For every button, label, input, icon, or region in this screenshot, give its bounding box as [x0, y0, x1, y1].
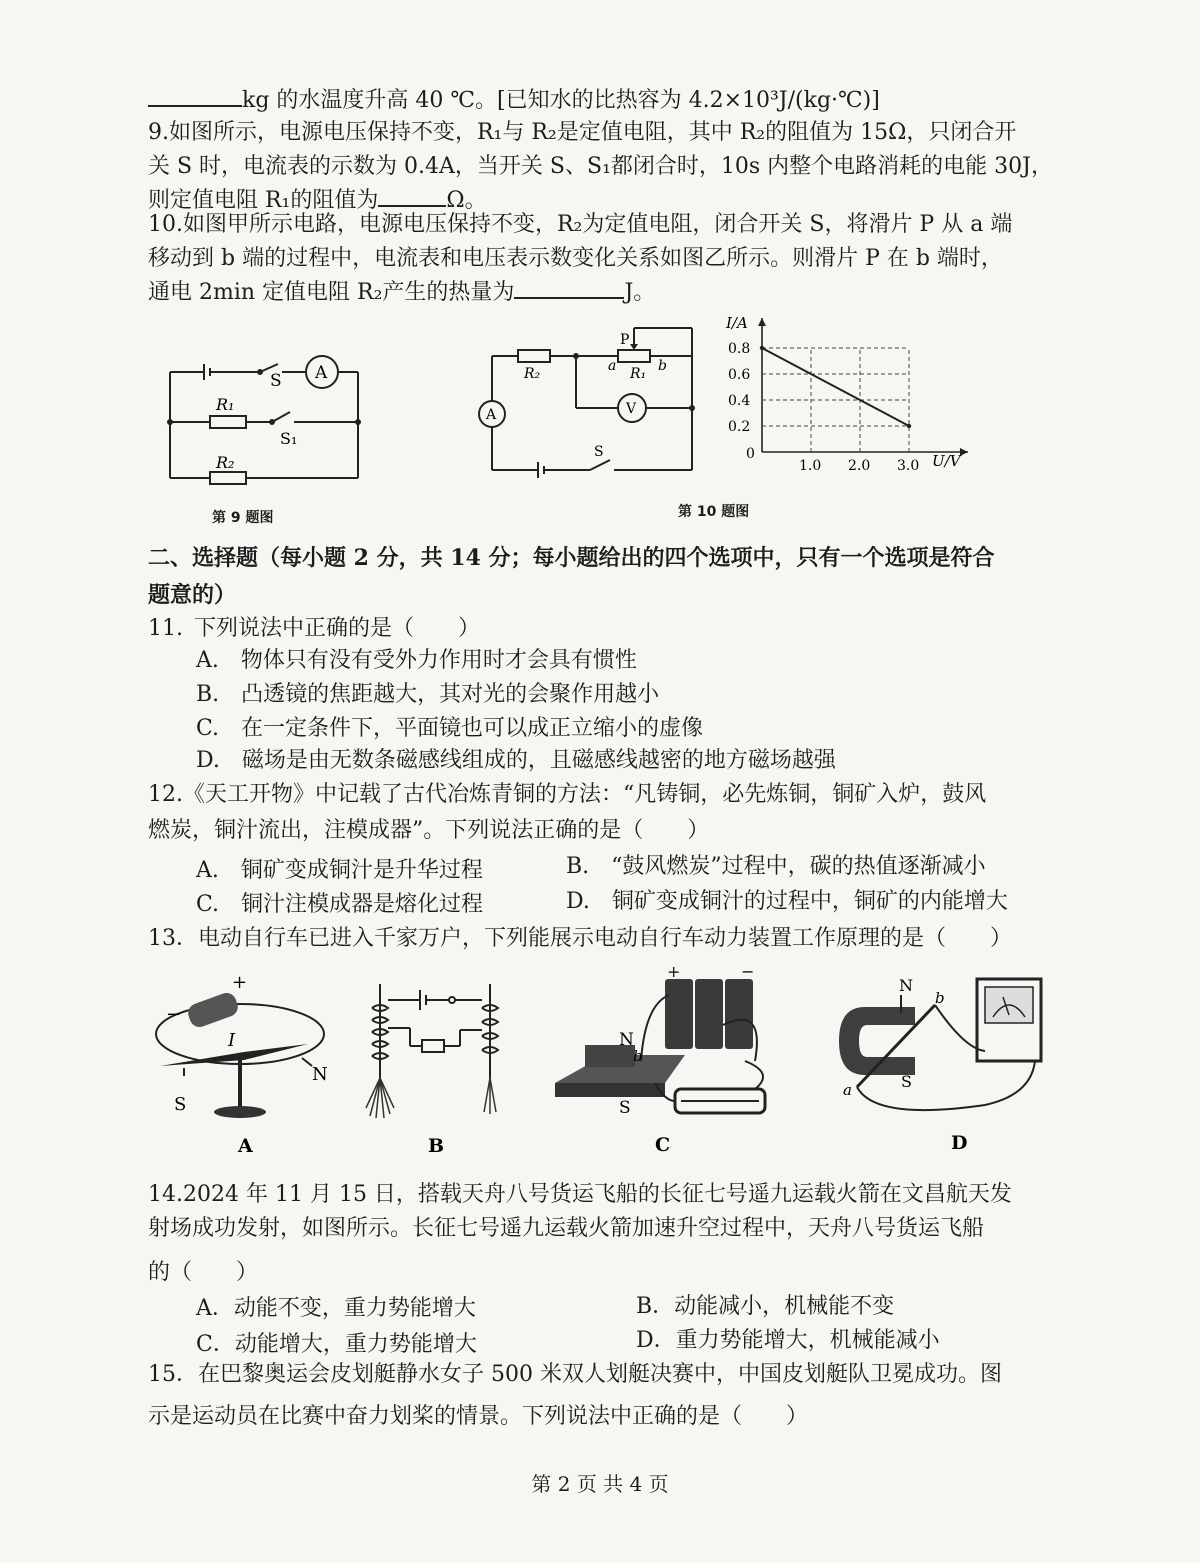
q15-line2: 示是运动员在比赛中奋力划桨的情景。下列说法中正确的是（ ）: [148, 1404, 809, 1429]
fig9-circuit: [160, 350, 370, 500]
fig13a-caption: A: [238, 1135, 253, 1157]
fig13d-a-label: a: [843, 1081, 852, 1099]
q10-line3-pre: 通电 2min 定值电阻 R₂产生的热量为: [148, 280, 515, 305]
chart-x-label: U/V: [932, 452, 961, 470]
q11-stem-line: [148, 614, 480, 644]
q9-line3-post: Ω。: [446, 188, 487, 213]
fig10-r2-label: R₂: [524, 366, 541, 382]
q13-figure-a[interactable]: [140, 968, 330, 1158]
q14-line1: 14.2024 年 11 月 15 日，搭载天舟八号货运飞船的长征七号遥九运载火箭在文昌航天发: [148, 1182, 1012, 1207]
fig13a-plus: +: [232, 972, 248, 993]
q9-line3-pre: 则定值电阻 R₁的阻值为: [148, 188, 379, 213]
fig10-graph: [720, 310, 980, 480]
fig13d-caption: D: [951, 1132, 968, 1154]
chart-y-tick-label: 0.2: [728, 419, 751, 435]
q11-option-a[interactable]: A. 物体只有没有受外力作用时才会具有惯性: [196, 648, 637, 673]
q11-option-b[interactable]: B. 凸透镜的焦距越大，其对光的会聚作用越小: [196, 682, 660, 707]
q12-option-c[interactable]: C. 铜汁注模成器是熔化过程: [196, 892, 484, 917]
fig9-ammeter-label: A: [315, 363, 328, 383]
fig13a-s-label: S: [174, 1094, 187, 1115]
fig10-p-label: P: [620, 332, 630, 348]
chart-x-tick-label: 1.0: [799, 458, 822, 474]
chart-x-tick-label: 2.0: [848, 458, 871, 474]
fig13c-caption: C: [655, 1134, 671, 1156]
fig13a-n-label: N: [312, 1064, 328, 1085]
fig13c-b-label: b: [633, 1047, 643, 1065]
fig13c-s-label: S: [619, 1098, 631, 1118]
q12-line1: 12.《天工开物》中记载了古代冶炼青铜的方法：“凡铸铜，必先炼铜，铜矿入炉，鼓风: [148, 782, 987, 807]
section2-title-line2: 题意的）: [148, 582, 237, 608]
q14-option-b[interactable]: B．动能减小，机械能不变: [636, 1294, 895, 1319]
fig9-r1-label: R₁: [216, 395, 235, 414]
q11-number: 11.: [148, 616, 183, 641]
q14-line3: 的（ ）: [148, 1260, 259, 1285]
section2-title-line1: 二、选择题（每小题 2 分，共 14 分；每小题给出的四个选项中，只有一个选项是符合: [148, 545, 995, 571]
q14-option-d[interactable]: D．重力势能增大，机械能减小: [636, 1328, 940, 1353]
q11-option-d[interactable]: D. 磁场是由无数条磁感线组成的，且磁感线越密的地方磁场越强: [196, 748, 836, 773]
fig13d-n-label: N: [899, 976, 913, 995]
q8-tail-text: kg 的水温度升高 40 ℃。[已知水的比热容为 4.2×10³J/(kg·℃)]: [242, 88, 880, 113]
q10-line1: 10.如图甲所示电路，电源电压保持不变，R₂为定值电阻，闭合开关 S，将滑片 P 从 a 端: [148, 212, 1013, 237]
q12-option-b[interactable]: B. “鼓风燃炭”过程中，碳的热值逐渐减小: [566, 854, 986, 879]
q10-line3: [148, 278, 655, 308]
chart-data-point: [907, 424, 911, 428]
chart-y-tick-label: 0.6: [728, 367, 751, 383]
q12-line2: 燃炭，铜汁流出，注模成器”。下列说法正确的是（ ）: [148, 818, 710, 843]
fig13b-caption: B: [428, 1135, 445, 1157]
fig10-s-label: S: [594, 444, 604, 460]
q10-line2: 移动到 b 端的过程中，电流表和电压表示数变化关系如图乙所示。则滑片 P 在 b 端时，: [148, 246, 1003, 271]
fig13d-s-label: S: [901, 1072, 912, 1091]
fig10-ammeter-label: A: [486, 407, 497, 423]
q14-option-c[interactable]: C．动能增大，重力势能增大: [196, 1332, 477, 1357]
q11-option-c[interactable]: C. 在一定条件下，平面镜也可以成正立缩小的虚像: [196, 716, 704, 741]
fig10-caption: 第 10 题图: [678, 504, 750, 520]
fig13c-minus: −: [741, 965, 755, 981]
q13-figure-b[interactable]: [350, 968, 520, 1158]
fig10-r1-label: R₁: [630, 366, 647, 382]
q14-option-a[interactable]: A．动能不变，重力势能增大: [196, 1296, 476, 1321]
q9-line2: 关 S 时，电流表的示数为 0.4A，当开关 S、S₁都闭合时，10s 内整个电路消耗的电能 30J，: [148, 154, 1053, 179]
q15-line1: 15．在巴黎奥运会皮划艇静水女子 500 米双人划艇决赛中，中国皮划艇队卫冕成功。图: [148, 1362, 1002, 1387]
fig10-b-label: b: [658, 358, 667, 374]
q10-line3-post: J。: [624, 280, 656, 305]
chart-y-label: I/A: [726, 314, 748, 332]
fig13c-plus: +: [667, 965, 681, 981]
chart-data-point: [760, 346, 764, 350]
fig9-caption: 第 9 题图: [212, 510, 274, 526]
q13-stem: 13．电动自行车已进入千家万户，下列能展示电动自行车动力装置工作原理的是（ ）: [148, 926, 1012, 951]
page-footer: 第 2 页 共 4 页: [531, 1472, 669, 1496]
fig9-s1-label: S₁: [280, 429, 298, 448]
fig13d-b-label: b: [935, 989, 945, 1007]
q8-answer-blank[interactable]: [148, 105, 242, 107]
fig10-voltmeter-label: V: [626, 401, 637, 417]
fig10-circuit: [470, 320, 710, 490]
chart-series-line: [762, 348, 909, 426]
chart-y-tick-label: 0.8: [728, 341, 751, 357]
q13-figure-c[interactable]: [545, 965, 785, 1160]
q9-answer-blank[interactable]: [378, 205, 446, 207]
q9-line1: 9.如图所示，电源电压保持不变，R₁与 R₂是定值电阻，其中 R₂的阻值为 15Ω，只闭合开: [148, 120, 1017, 145]
fig9-s-label: S: [270, 371, 282, 391]
fig9-r2-label: R₂: [216, 453, 235, 472]
chart-y-tick-label: 0.4: [728, 393, 751, 409]
chart-x-tick-label: 3.0: [897, 458, 920, 474]
q8-tail: [148, 86, 880, 116]
fig13a-current-label: I: [228, 1030, 236, 1051]
fig10-a-label: a: [608, 358, 617, 374]
q12-option-a[interactable]: A. 铜矿变成铜汁是升华过程: [196, 858, 483, 883]
q14-line2: 射场成功发射，如图所示。长征七号遥九运载火箭加速升空过程中，天舟八号货运飞船: [148, 1216, 985, 1241]
q12-option-d[interactable]: D. 铜矿变成铜汁的过程中，铜矿的内能增大: [566, 889, 1008, 914]
fig13c-n-label: N: [619, 1030, 634, 1050]
q11-stem: 下列说法中正确的是（ ）: [194, 616, 481, 641]
fig13a-minus: −: [166, 1004, 182, 1025]
q13-figure-d[interactable]: [835, 965, 1055, 1160]
chart-origin-label: 0: [746, 446, 755, 462]
q10-answer-blank[interactable]: [514, 297, 624, 299]
